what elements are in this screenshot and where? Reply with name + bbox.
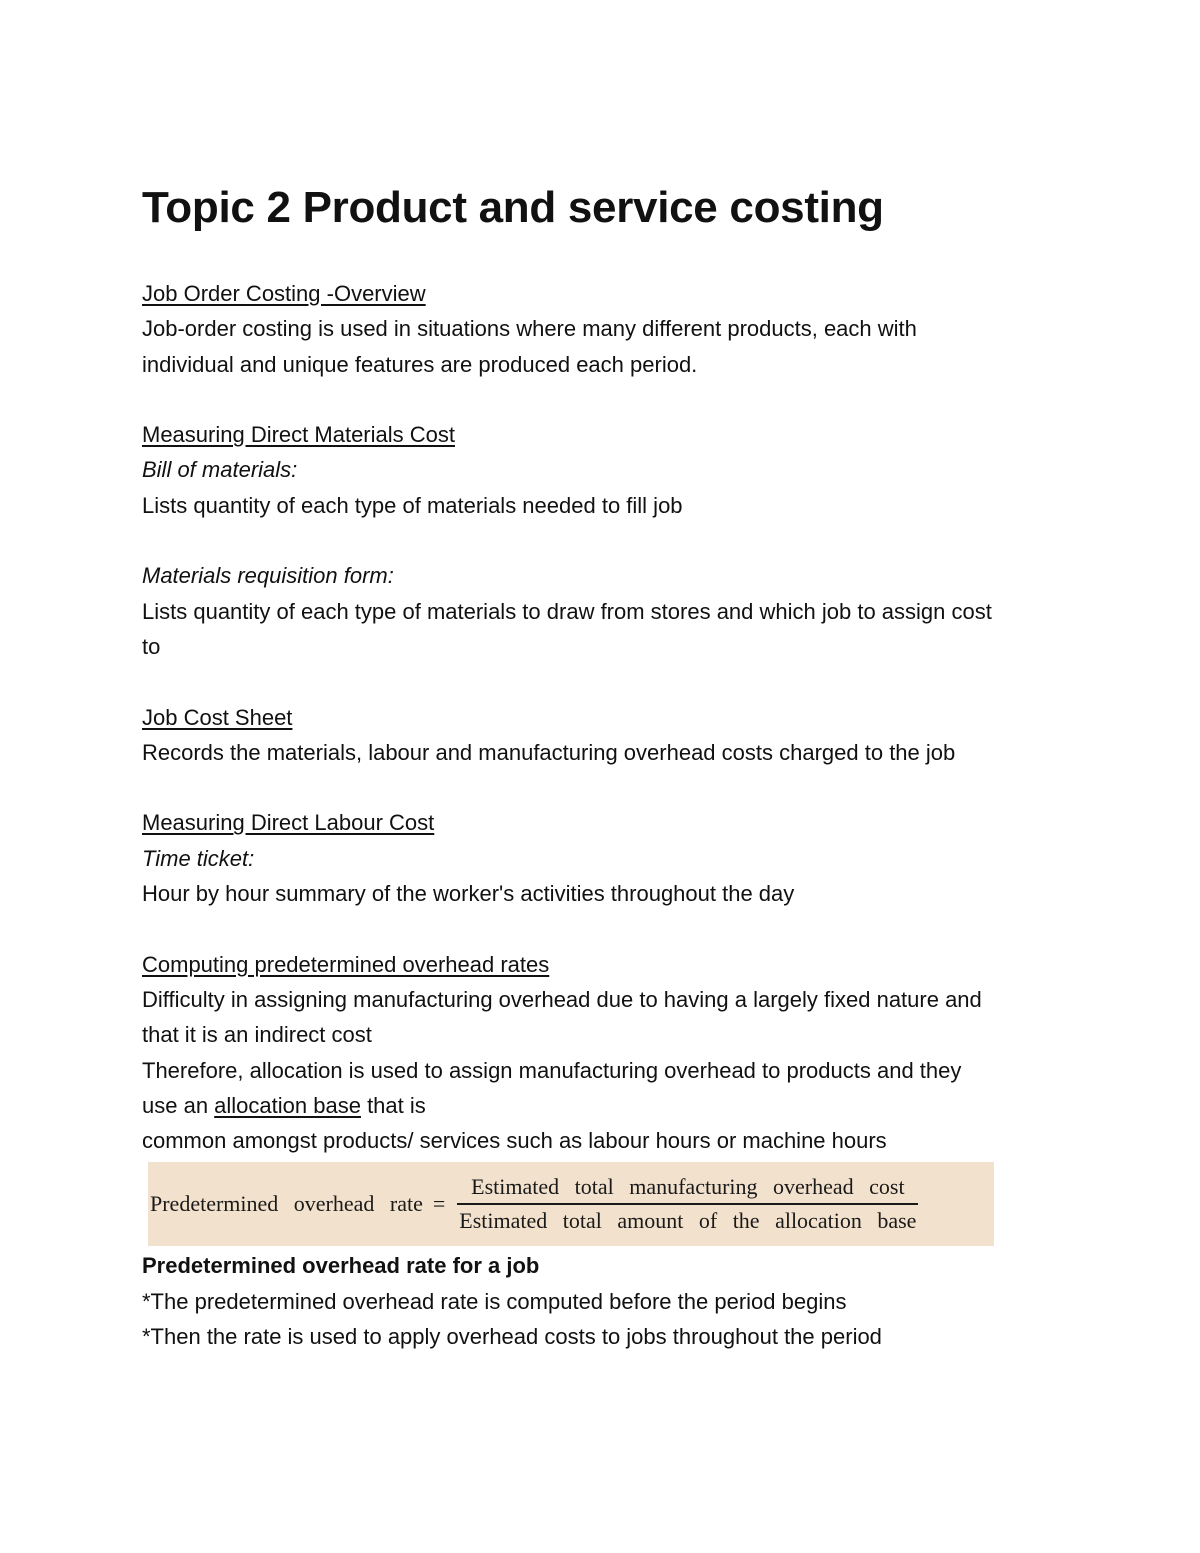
spacer	[142, 664, 1062, 699]
page-title: Topic 2 Product and service costing	[142, 183, 884, 232]
overhead-line-4-prefix: use an	[142, 1092, 215, 1118]
formula-numerator: Estimated total manufacturing overhead cost	[471, 1174, 905, 1200]
document-page	[142, 178, 1062, 1354]
overhead-line-4	[142, 1088, 1062, 1123]
formula-fraction	[457, 1172, 918, 1236]
rate-bullet-1: *The predetermined overhead rate is computed before the period begins	[142, 1288, 847, 1314]
heading-overhead-rates: Computing predetermined overhead rates	[142, 951, 550, 977]
time-ticket-text: Hour by hour summary of the worker's activities throughout the day	[142, 881, 795, 907]
job-cost-sheet-text: Records the materials, labour and manufacturing overhead costs charged to the job	[142, 739, 956, 765]
formula-lhs: Predetermined overhead rate	[150, 1191, 423, 1217]
overhead-line-2: that it is an indirect cost	[142, 1022, 372, 1048]
heading-direct-labour: Measuring Direct Labour Cost	[142, 810, 435, 836]
spacer	[142, 523, 1062, 558]
formula-equals: =	[432, 1191, 446, 1217]
requisition-form-label: Materials requisition form:	[142, 563, 394, 589]
formula-denominator: Estimated total amount of the allocation base	[459, 1208, 917, 1234]
overview-line-2: individual and unique features are produced each period.	[142, 351, 698, 377]
spacer	[142, 382, 1062, 417]
heading-job-cost-sheet: Job Cost Sheet	[142, 704, 293, 730]
overhead-line-3: Therefore, allocation is used to assign manufacturing overhead to products and they	[142, 1057, 962, 1083]
rate-bullet-2: *Then the rate is used to apply overhead costs to jobs throughout the period	[142, 1324, 882, 1350]
heading-job-order-costing: Job Order Costing -Overview	[142, 281, 426, 306]
requisition-form-line-1: Lists quantity of each type of materials to draw from stores and which job to assign cost	[142, 598, 992, 624]
spacer	[142, 238, 1062, 276]
spacer	[142, 770, 1062, 805]
spacer	[142, 911, 1062, 946]
heading-direct-materials: Measuring Direct Materials Cost	[142, 422, 455, 448]
overhead-rate-formula	[148, 1162, 994, 1246]
requisition-form-line-2: to	[142, 633, 161, 659]
overhead-line-1: Difficulty in assigning manufacturing overhead due to having a largely fixed nature and	[142, 986, 982, 1012]
bill-of-materials-label: Bill of materials:	[142, 457, 298, 483]
allocation-base-term: allocation base	[214, 1092, 361, 1118]
overhead-line-4-suffix: that is	[360, 1092, 426, 1118]
time-ticket-label: Time ticket:	[142, 845, 255, 871]
bill-of-materials-text: Lists quantity of each type of materials needed to fill job	[142, 492, 683, 518]
overhead-line-5: common amongst products/ services such as labour hours or machine hours	[142, 1128, 887, 1154]
heading-rate-for-job: Predetermined overhead rate for a job	[142, 1253, 540, 1279]
fraction-bar	[457, 1203, 918, 1205]
overview-line-1: Job-order costing is used in situations where many different products, each with	[142, 316, 917, 342]
